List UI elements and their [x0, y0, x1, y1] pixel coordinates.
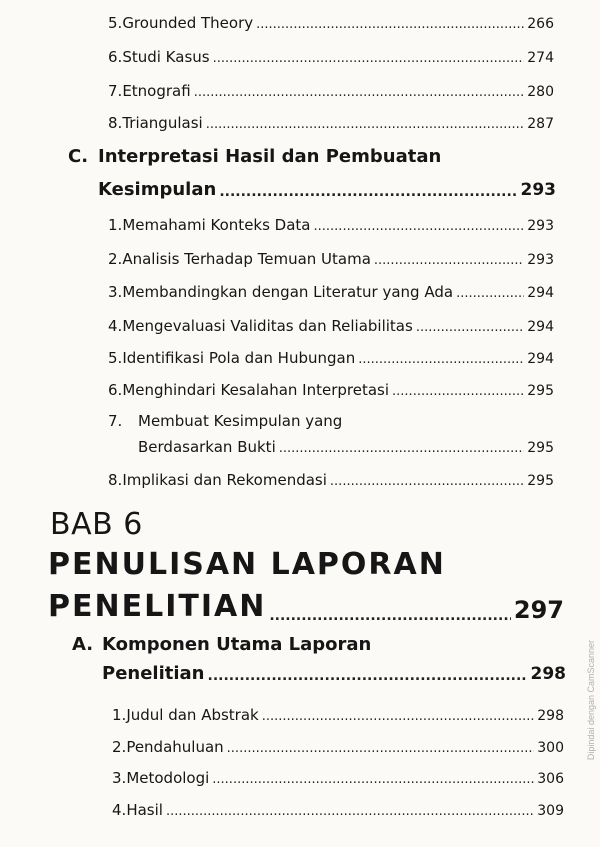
- entry-title: Implikasi dan Rekomendasi: [122, 471, 327, 489]
- dot-leader: [330, 474, 524, 489]
- entry-title: Identifikasi Pola dan Hubungan: [122, 349, 356, 367]
- entry-page: 287: [527, 116, 554, 132]
- dot-leader: [392, 384, 524, 399]
- dot-leader: [456, 286, 524, 301]
- entry-page: 294: [527, 319, 554, 335]
- entry-number: 2.: [112, 738, 127, 756]
- toc-entry: [108, 78, 554, 100]
- section-heading-row: [98, 176, 556, 200]
- section-title: Interpretasi Hasil dan Pembuatan: [98, 146, 442, 167]
- entry-number: 3.: [112, 769, 127, 787]
- entry-title: Membuat Kesimpulan yang: [138, 412, 343, 430]
- chapter-title: PENULISAN LAPORAN: [48, 547, 446, 582]
- toc-entry: [108, 212, 554, 234]
- dot-leader: [206, 117, 525, 132]
- chapter-title-continued: PENELITIAN: [48, 589, 267, 624]
- entry-page: 295: [527, 440, 554, 456]
- entry-number: 7.: [108, 412, 123, 430]
- section-letter: C.: [68, 146, 89, 167]
- dot-leader: [416, 320, 524, 335]
- entry-page: 309: [537, 803, 564, 819]
- entry-number: 8.: [108, 471, 123, 489]
- toc-entry: [108, 345, 554, 367]
- entry-title: Triangulasi: [122, 114, 203, 132]
- section-title-continued: Kesimpulan: [98, 179, 217, 200]
- dot-leader: [279, 441, 525, 456]
- entry-page: 295: [527, 383, 554, 399]
- chapter-number: BAB 6: [50, 507, 143, 542]
- dot-leader: [269, 608, 511, 624]
- entry-number: 1.: [112, 706, 127, 724]
- entry-number: 7.: [108, 82, 123, 100]
- entry-title: Metodologi: [126, 769, 210, 787]
- entry-title: Grounded Theory: [122, 14, 254, 32]
- entry-title: Menghindari Kesalahan Interpretasi: [122, 381, 390, 399]
- toc-entry: [108, 44, 554, 66]
- dot-leader: [194, 85, 525, 100]
- dot-leader: [212, 772, 534, 787]
- toc-entry: [108, 279, 554, 301]
- entry-page: 298: [537, 708, 564, 724]
- section-page: 298: [530, 664, 566, 684]
- scanner-watermark: Dipindai dengan CamScanner: [586, 640, 596, 761]
- section-title: Komponen Utama Laporan: [102, 634, 372, 655]
- toc-entry: [108, 467, 554, 489]
- entry-number: 8.: [108, 114, 123, 132]
- toc-entry: [108, 10, 554, 32]
- toc-entry: [108, 246, 554, 268]
- entry-title: Membandingkan dengan Literatur yang Ada: [122, 283, 454, 301]
- entry-page: 294: [527, 285, 554, 301]
- dot-leader: [166, 804, 534, 819]
- entry-number: 4.: [112, 801, 127, 819]
- dot-leader: [256, 17, 524, 32]
- dot-leader: [227, 741, 535, 756]
- toc-entry: [112, 765, 564, 787]
- chapter-heading-row: [48, 584, 564, 624]
- entry-title: Memahami Konteks Data: [122, 216, 311, 234]
- entry-page: 300: [537, 740, 564, 756]
- entry-page: 274: [527, 50, 554, 66]
- dot-leader: [208, 668, 528, 684]
- dot-leader: [374, 253, 524, 268]
- entry-number: 2.: [108, 250, 123, 268]
- dot-leader: [213, 51, 525, 66]
- section-title-continued: Penelitian: [102, 663, 205, 684]
- dot-leader: [262, 709, 535, 724]
- entry-page: 280: [527, 84, 554, 100]
- entry-number: 5.: [108, 14, 123, 32]
- section-heading-row: [102, 660, 566, 684]
- chapter-page: 297: [513, 596, 564, 624]
- entry-page: 294: [527, 351, 554, 367]
- dot-leader: [358, 352, 524, 367]
- entry-number: 6.: [108, 48, 123, 66]
- toc-entry: [112, 734, 564, 756]
- entry-title-continued: Berdasarkan Bukti: [138, 438, 276, 456]
- entry-title: Studi Kasus: [122, 48, 210, 66]
- entry-number: 4.: [108, 317, 123, 335]
- toc-entry: [108, 313, 554, 335]
- entry-title: Pendahuluan: [126, 738, 224, 756]
- entry-page: 293: [527, 218, 554, 234]
- entry-page: 295: [527, 473, 554, 489]
- dot-leader: [219, 184, 517, 200]
- toc-entry: [112, 797, 564, 819]
- toc-entry-continuation: [138, 434, 554, 456]
- entry-page: 293: [527, 252, 554, 268]
- section-letter: A.: [72, 634, 94, 655]
- entry-page: 266: [527, 16, 554, 32]
- entry-title: Judul dan Abstrak: [126, 706, 259, 724]
- entry-title: Hasil: [126, 801, 163, 819]
- entry-number: 3.: [108, 283, 123, 301]
- entry-page: 306: [537, 771, 564, 787]
- toc-entry: [108, 110, 554, 132]
- entry-title: Analisis Terhadap Temuan Utama: [122, 250, 371, 268]
- toc-entry-first-line: [108, 408, 554, 430]
- toc-entry: [108, 377, 554, 399]
- toc-entry: [112, 702, 564, 724]
- entry-number: 5.: [108, 349, 123, 367]
- section-page: 293: [520, 180, 556, 200]
- entry-title: Mengevaluasi Validitas dan Reliabilitas: [122, 317, 413, 335]
- entry-number: 1.: [108, 216, 123, 234]
- dot-leader: [314, 219, 525, 234]
- entry-number: 6.: [108, 381, 123, 399]
- entry-title: Etnografi: [122, 82, 191, 100]
